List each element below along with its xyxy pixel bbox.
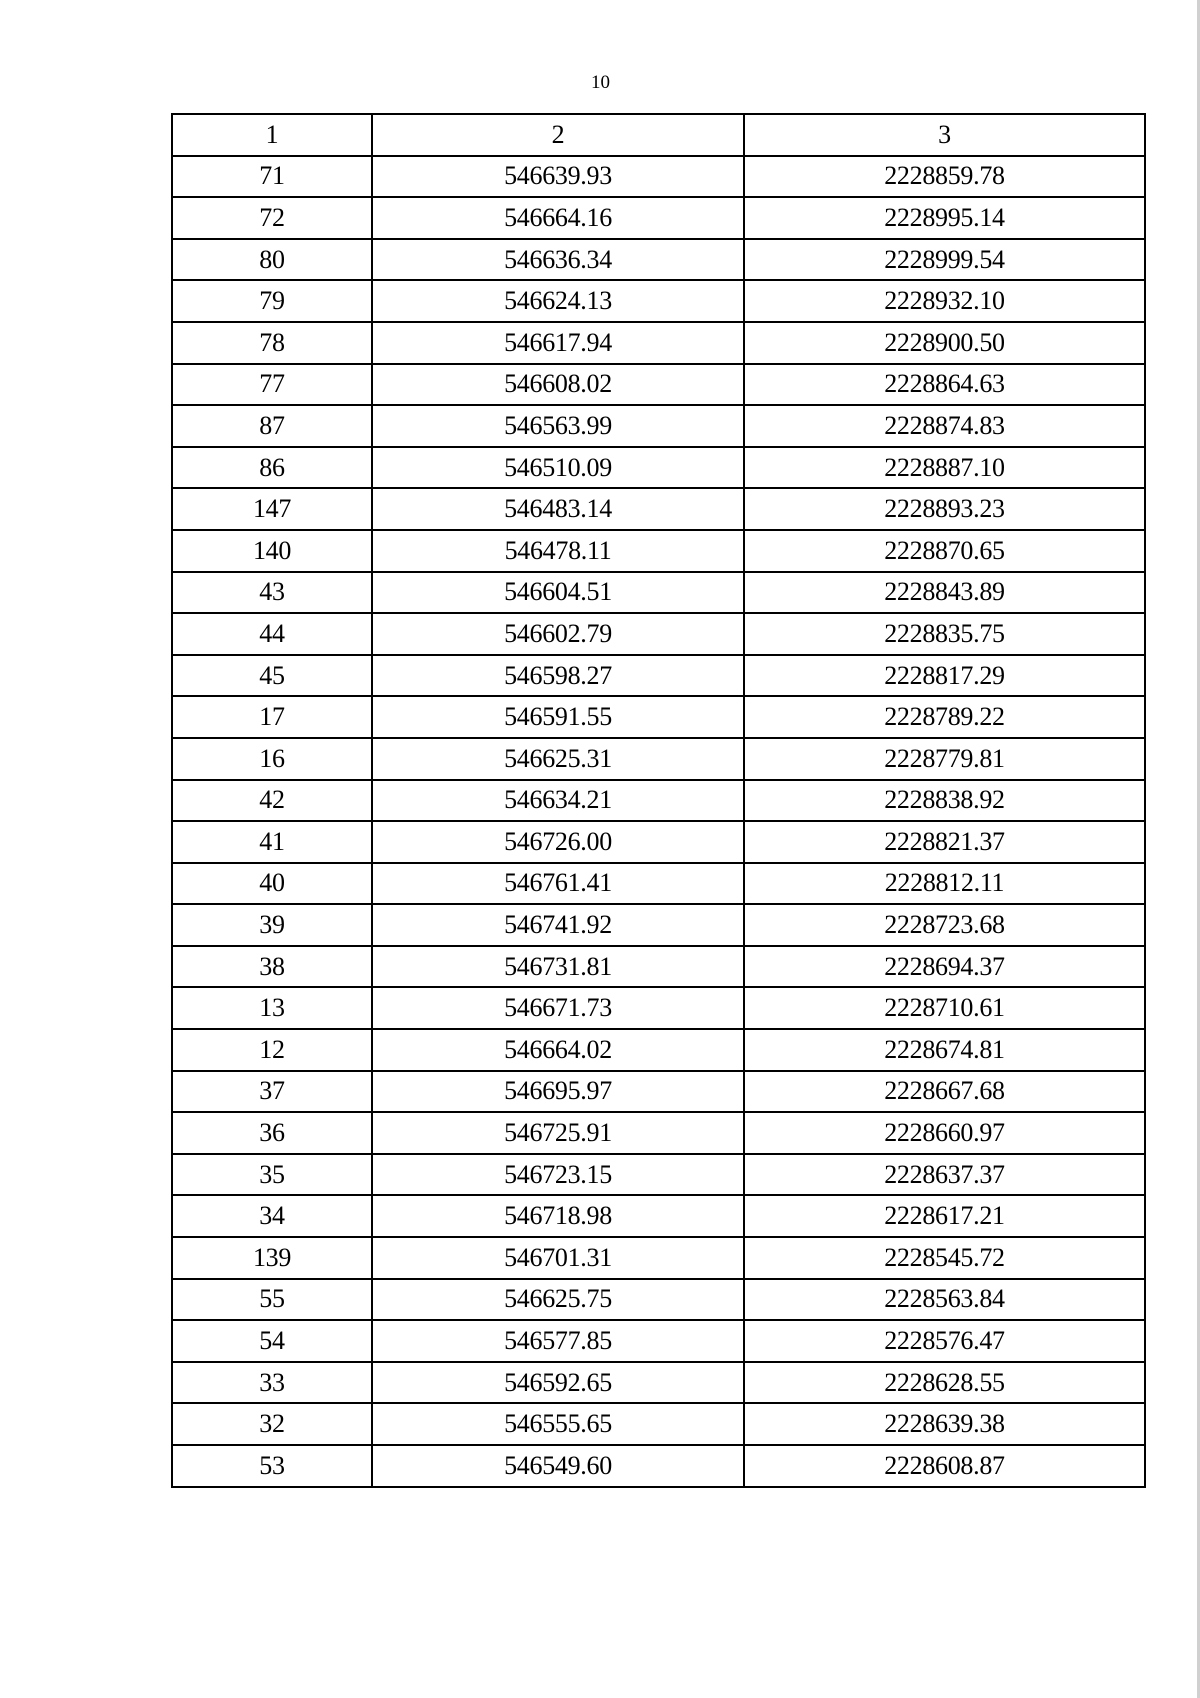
table-row [172, 572, 1145, 614]
table-cell-col-1: 87 [172, 405, 372, 447]
table-cell-col-2: 546761.41 [372, 863, 744, 905]
table-cell-col-2: 546625.31 [372, 738, 744, 780]
table-cell-col-1: 37 [172, 1071, 372, 1113]
table-cell-col-3: 2228674.81 [744, 1029, 1145, 1071]
table-header [172, 114, 1145, 156]
table-cell-col-3: 2228887.10 [744, 447, 1145, 489]
table-cell-col-2: 546731.81 [372, 946, 744, 988]
table-cell-col-1: 44 [172, 613, 372, 655]
table-row [172, 488, 1145, 530]
table-cell-col-3: 2228893.23 [744, 488, 1145, 530]
table-cell-col-2: 546549.60 [372, 1445, 744, 1487]
table-cell-col-1: 38 [172, 946, 372, 988]
table-cell-col-1: 16 [172, 738, 372, 780]
table-cell-col-2: 546592.65 [372, 1362, 744, 1404]
table-cell-col-2: 546608.02 [372, 364, 744, 406]
table-cell-col-1: 54 [172, 1320, 372, 1362]
table-row [172, 1279, 1145, 1321]
table-cell-col-3: 2228723.68 [744, 904, 1145, 946]
table-cell-col-3: 2228874.83 [744, 405, 1145, 447]
table-cell-col-3: 2228995.14 [744, 197, 1145, 239]
table-body [172, 156, 1145, 1487]
table-cell-col-2: 546602.79 [372, 613, 744, 655]
table-row [172, 405, 1145, 447]
table-cell-col-1: 140 [172, 530, 372, 572]
table-cell-col-3: 2228576.47 [744, 1320, 1145, 1362]
table-row [172, 696, 1145, 738]
table-cell-col-3: 2228660.97 [744, 1112, 1145, 1154]
table-row [172, 946, 1145, 988]
table-row [172, 613, 1145, 655]
table-cell-col-3: 2228779.81 [744, 738, 1145, 780]
table-cell-col-3: 2228667.68 [744, 1071, 1145, 1113]
table-cell-col-1: 39 [172, 904, 372, 946]
table-cell-col-1: 55 [172, 1279, 372, 1321]
table-row [172, 530, 1145, 572]
table-cell-col-2: 546483.14 [372, 488, 744, 530]
table-cell-col-3: 2228870.65 [744, 530, 1145, 572]
table-row [172, 197, 1145, 239]
table-cell-col-1: 77 [172, 364, 372, 406]
table-cell-col-2: 546604.51 [372, 572, 744, 614]
table-cell-col-2: 546639.93 [372, 156, 744, 198]
table-cell-col-1: 147 [172, 488, 372, 530]
table-cell-col-2: 546664.02 [372, 1029, 744, 1071]
table-cell-col-2: 546563.99 [372, 405, 744, 447]
table-cell-col-1: 17 [172, 696, 372, 738]
table-cell-col-3: 2228838.92 [744, 780, 1145, 822]
table-cell-col-1: 40 [172, 863, 372, 905]
table-cell-col-1: 13 [172, 987, 372, 1029]
table-cell-col-2: 546577.85 [372, 1320, 744, 1362]
table-cell-col-3: 2228843.89 [744, 572, 1145, 614]
table-row [172, 364, 1145, 406]
table-cell-col-1: 42 [172, 780, 372, 822]
table-cell-col-2: 546664.16 [372, 197, 744, 239]
table-row [172, 1320, 1145, 1362]
table-cell-col-2: 546598.27 [372, 655, 744, 697]
table-cell-col-3: 2228812.11 [744, 863, 1145, 905]
table-cell-col-1: 45 [172, 655, 372, 697]
table-cell-col-2: 546718.98 [372, 1195, 744, 1237]
table-row [172, 1403, 1145, 1445]
table-row [172, 1154, 1145, 1196]
table-cell-col-3: 2228694.37 [744, 946, 1145, 988]
table-cell-col-3: 2228999.54 [744, 239, 1145, 281]
header-cell-2: 2 [372, 114, 744, 156]
header-row [172, 114, 1145, 156]
table-cell-col-2: 546671.73 [372, 987, 744, 1029]
table-cell-col-2: 546726.00 [372, 821, 744, 863]
table-cell-col-3: 2228637.37 [744, 1154, 1145, 1196]
table-cell-col-3: 2228789.22 [744, 696, 1145, 738]
table-cell-col-3: 2228617.21 [744, 1195, 1145, 1237]
table-cell-col-3: 2228817.29 [744, 655, 1145, 697]
table-cell-col-2: 546741.92 [372, 904, 744, 946]
table-cell-col-1: 35 [172, 1154, 372, 1196]
table-row [172, 1445, 1145, 1487]
table-cell-col-2: 546625.75 [372, 1279, 744, 1321]
coordinates-table [171, 113, 1146, 1488]
table-cell-col-1: 78 [172, 322, 372, 364]
table-row [172, 156, 1145, 198]
table-cell-col-2: 546591.55 [372, 696, 744, 738]
table-cell-col-1: 32 [172, 1403, 372, 1445]
table-cell-col-1: 72 [172, 197, 372, 239]
table-row [172, 322, 1145, 364]
table-cell-col-2: 546634.21 [372, 780, 744, 822]
table-row [172, 987, 1145, 1029]
table-cell-col-3: 2228859.78 [744, 156, 1145, 198]
table-row [172, 738, 1145, 780]
table-row [172, 280, 1145, 322]
table-row [172, 821, 1145, 863]
table-cell-col-1: 139 [172, 1237, 372, 1279]
table-cell-col-1: 12 [172, 1029, 372, 1071]
table-cell-col-3: 2228710.61 [744, 987, 1145, 1029]
header-cell-3: 3 [744, 114, 1145, 156]
table-cell-col-2: 546555.65 [372, 1403, 744, 1445]
table-row [172, 863, 1145, 905]
table-row [172, 1112, 1145, 1154]
header-cell-1: 1 [172, 114, 372, 156]
table-row [172, 904, 1145, 946]
table-cell-col-3: 2228835.75 [744, 613, 1145, 655]
table-cell-col-2: 546636.34 [372, 239, 744, 281]
table-cell-col-1: 86 [172, 447, 372, 489]
table-cell-col-1: 71 [172, 156, 372, 198]
table-cell-col-1: 34 [172, 1195, 372, 1237]
table-row [172, 447, 1145, 489]
table-cell-col-1: 33 [172, 1362, 372, 1404]
table-cell-col-3: 2228639.38 [744, 1403, 1145, 1445]
table-cell-col-1: 79 [172, 280, 372, 322]
table-cell-col-2: 546510.09 [372, 447, 744, 489]
table-cell-col-1: 41 [172, 821, 372, 863]
table-cell-col-3: 2228821.37 [744, 821, 1145, 863]
table-cell-col-1: 43 [172, 572, 372, 614]
table-row [172, 655, 1145, 697]
table-cell-col-3: 2228932.10 [744, 280, 1145, 322]
table-cell-col-3: 2228900.50 [744, 322, 1145, 364]
table-row [172, 1071, 1145, 1113]
table-cell-col-1: 36 [172, 1112, 372, 1154]
table-cell-col-3: 2228545.72 [744, 1237, 1145, 1279]
table-cell-col-2: 546723.15 [372, 1154, 744, 1196]
table-row [172, 1195, 1145, 1237]
table-cell-col-2: 546617.94 [372, 322, 744, 364]
table-cell-col-2: 546695.97 [372, 1071, 744, 1113]
table-cell-col-2: 546624.13 [372, 280, 744, 322]
table-cell-col-3: 2228563.84 [744, 1279, 1145, 1321]
table-row [172, 1029, 1145, 1071]
table-cell-col-2: 546701.31 [372, 1237, 744, 1279]
table-cell-col-3: 2228608.87 [744, 1445, 1145, 1487]
table-cell-col-3: 2228628.55 [744, 1362, 1145, 1404]
table-row [172, 1362, 1145, 1404]
table-row [172, 1237, 1145, 1279]
table-cell-col-2: 546725.91 [372, 1112, 744, 1154]
table-row [172, 780, 1145, 822]
table-cell-col-1: 53 [172, 1445, 372, 1487]
table-cell-col-3: 2228864.63 [744, 364, 1145, 406]
table-row [172, 239, 1145, 281]
page-number: 10 [591, 72, 610, 93]
table-cell-col-1: 80 [172, 239, 372, 281]
table-cell-col-2: 546478.11 [372, 530, 744, 572]
